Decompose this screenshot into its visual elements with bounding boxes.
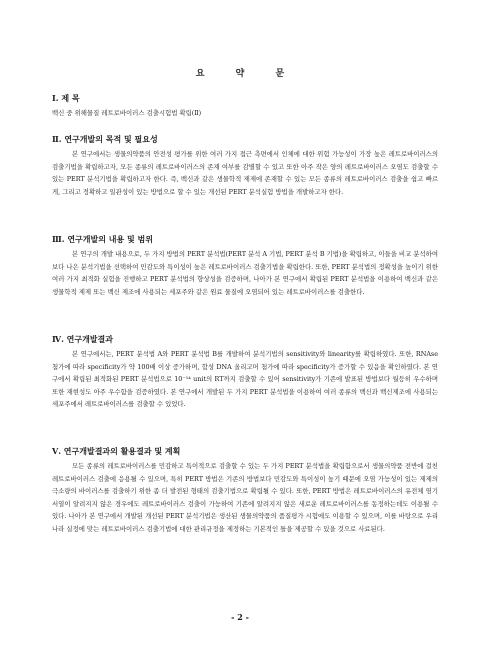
section-heading: Ⅲ. 연구개발의 내용 및 범위 — [52, 234, 153, 244]
section-heading: Ⅳ. 연구개발결과 — [52, 334, 114, 344]
section-body: 백신 중 위해물질 레트로바이러스 검출시험법 확립(Ⅱ) — [52, 109, 202, 117]
section-heading: Ⅴ. 연구개발결과의 활용결과 및 계획 — [52, 446, 181, 456]
section-body: 본 연구에서는, PERT 분석법 A와 PERT 분석법 B를 개발하여 분석기법의 sensitivity와 linearity를 확립하였다. 또한, RNAse 첨가에 따라 specificity가 약 100배 이상 증가하며, 합성 DNA 올리고머 첨가에 따라 specificity가 증가할 수 있음을 확인하였다. 본 연구에서 확립된 최적화된 PERT 분석법으로 10⁻¹⁴ unit의 RT까지 검출할 수 있어 sensitivity가 기존에 발표된 방법보다 월등히 우수하며 또한 재현성도 아주 우수함을 검증하였다. 본 연구에서 개발된 두 가지 PERT 분석법을 이용하여 여러 종류의 백신과 백신제조에 사용되는 세포주에서 레트로바이러스를 검출할 수 있었다. — [52, 350, 438, 408]
section-heading: Ⅱ. 연구개발의 목적 및 필요성 — [52, 134, 158, 144]
section-scope — [52, 234, 438, 298]
section-body: 본 연구에서는 생물의약품의 안전성 평가를 위한 여러 가지 접근 측면에서 인체에 대한 위험 가능성이 가장 높은 레트로바이러스의 검출기법을 확립하고자, 모든 종류의 레트로바이러스의 존재 여부를 감별할 수 있고 또한 아주 작은 양의 레트로바이러스 오염도 검출할 수 있는 PERT 분석기법을 확립하고자 한다. 즉, 백신과 같은 생물학적 제제에 존재할 수 있는 모든 종류의 레트로바이러스 검출을 쉽고 빠르게, 그리고 정확하고 일관성이 있는 방법으로 할 수 있는 개선된 PERT 분석실험 방법을 개발하고자 한다. — [52, 150, 438, 196]
section-title — [52, 93, 438, 120]
section-purpose — [52, 134, 438, 198]
section-utilization — [52, 446, 438, 535]
section-results — [52, 334, 438, 411]
page-title: 요 약 문 — [195, 69, 299, 79]
page-number: - 2 - — [231, 612, 249, 622]
section-body: 본 연구의 개발 내용으로, 두 가지 방법의 PERT 분석법(PERT 분석 A 기법, PERT 분석 B 기법)을 확립하고, 이들을 비교 분석하여 보다 나은 분석기법을 선택하여 민감도와 특이성이 높은 레트로바이러스 검출기법을 확립한다. 또한, PERT 분석법의 정확성을 높이기 위한 여러 가지 최적화 실험을 진행하고 PERT 분석법의 향상성을 검증하며, 나아가 본 연구에서 확립된 PERT 분석법을 이용하여 백신과 같은 생물학적 제제 또는 백신 제조에 사용되는 세포주와 같은 원료 물질에 오염되어 있는 레트로바이러스를 검출한다. — [52, 250, 438, 296]
section-body: 모든 종류의 레트로바이러스를 민감하고 특이적으로 검출할 수 있는 두 가지 PERT 분석법을 확립함으로서 생물의약품 전반에 걸친 레트로바이러스 검출에 응용될 수 있으며, 특히 PERT 방법은 기존의 방법보다 민감도와 특이성이 높기 때문에 오염 가능성이 있는 제제의 극소량의 바이러스를 검출하기 위한 좀 더 발전된 형태의 검출기법으로 확립될 수 있다. 또한, PERT 방법은 레트로바이러스의 유전체 염기서열이 알려지지 않은 경우에도 레트로바이러스 검출이 가능하여 기존에 알려지지 않은 새로운 레트로바이러스를 동정하는데도 이용될 수 있다. 나아가 본 연구에서 개발된 개선된 PERT 분석기법은 생산된 생물의약품의 품질평가 시험에도 이용할 수 있으며, 이를 바탕으로 우리나라 실정에 맞는 레트로바이러스 검출기법에 대한 관리규정을 제정하는 기본적인 틀을 제공할 수 있을 것으로 사료된다. — [52, 462, 438, 533]
section-heading: Ⅰ. 제 목 — [52, 93, 80, 103]
